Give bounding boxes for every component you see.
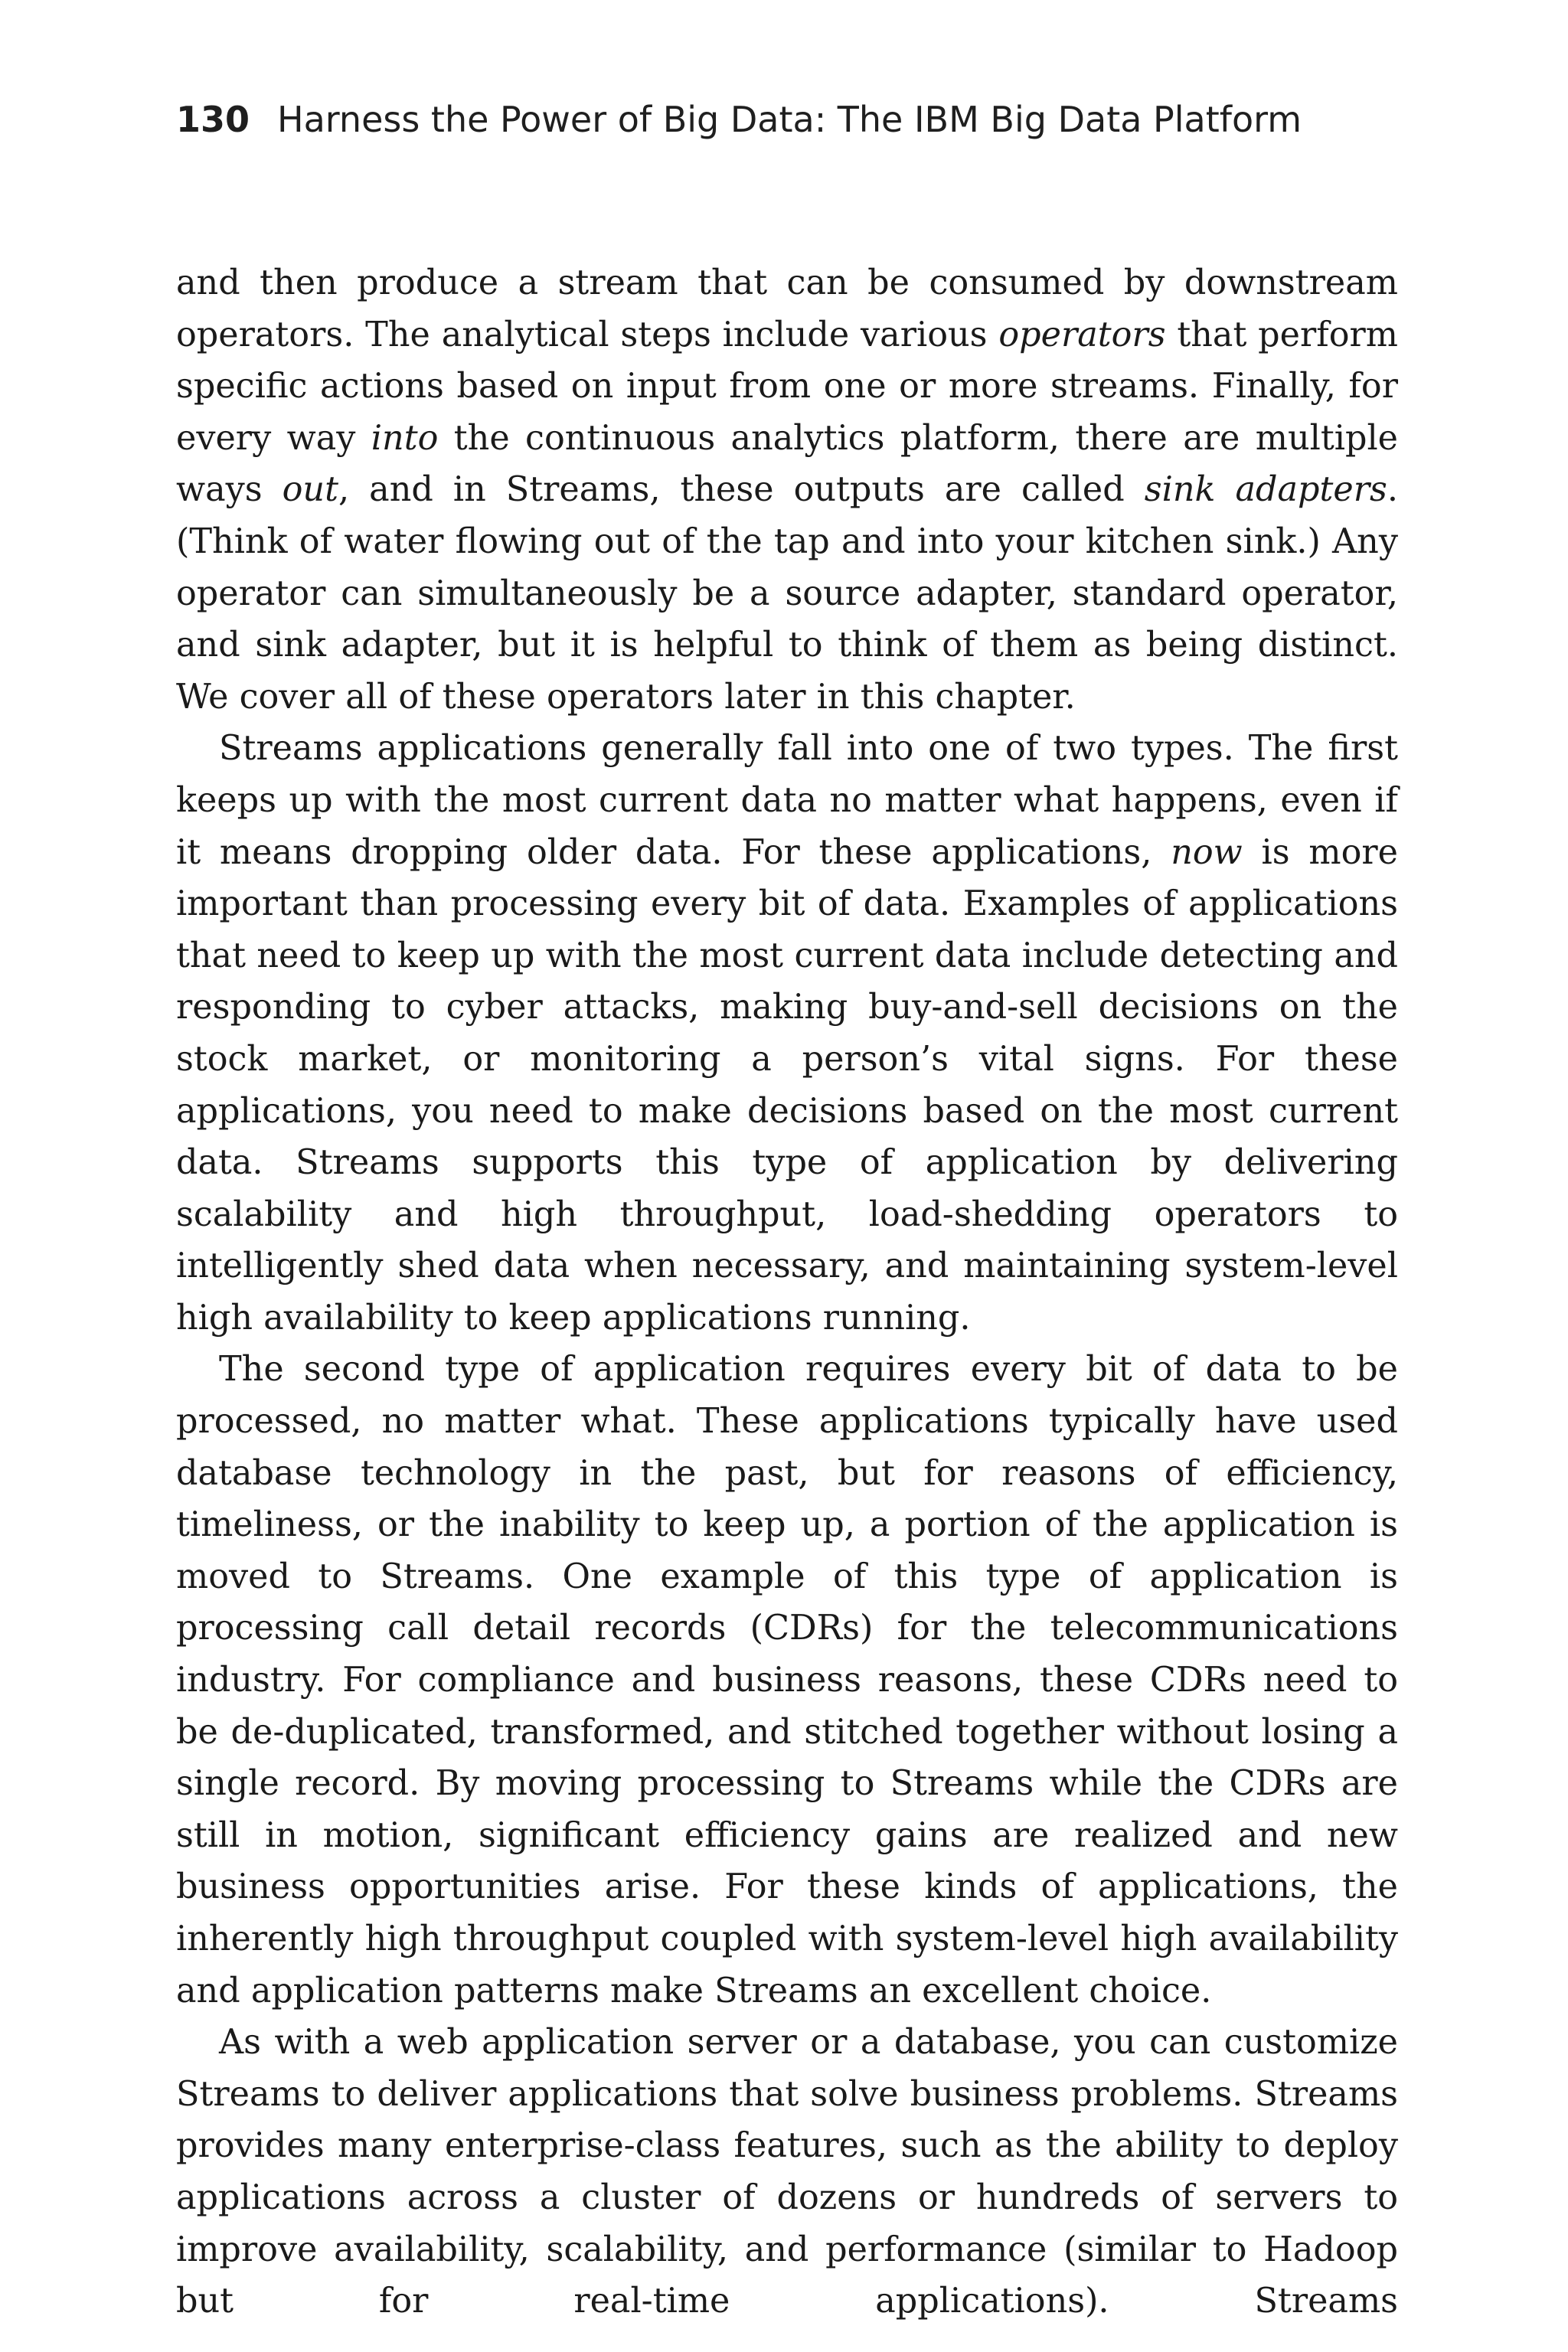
italic-term: now: [1171, 832, 1243, 872]
italic-term: sink adapters: [1144, 470, 1387, 510]
page-number: 130: [176, 99, 250, 140]
text-segment: and then produce a stream that can be consumed by downstream operators. The analytical steps include various: [176, 263, 1398, 354]
paragraph: [176, 2017, 1398, 2328]
paragraph: [176, 1344, 1398, 2017]
text-segment: the continuous analytics platform, there are multiple ways: [176, 418, 1399, 510]
italic-term: out: [282, 470, 338, 510]
running-head: [176, 98, 1401, 141]
text-segment: Streams applications generally fall into one of two types. The first keeps up with the most current data no matter what happens, even if it means dropping older data. For these applications,: [176, 729, 1398, 872]
italic-term: operators: [998, 315, 1166, 354]
paragraph: [176, 723, 1398, 1344]
text-segment: . (Think of water flowing out of the tap and into your kitchen sink.) Any operator can simultaneously be a source adapter, standard operator, and sink adapter, but it is helpful to think of them as being distinct. We cover all of these operators later in this chapter.: [176, 470, 1399, 717]
text-segment: is more important than processing every bit of data. Examples of applications that need to keep up with the most current data include detecting and responding to cyber attacks, making buy-and-sell decisions on the stock market, or monitoring a person’s vital signs. For these applications, you need to make decisions based on the most current data. Streams supports this type of application by delivering scalability and high throughput, load-shedding operators to intelligently shed data when necessary, and maintaining system-level high availability to keep applications running.: [176, 832, 1398, 1338]
body-text: [176, 257, 1398, 2328]
paragraph: [176, 257, 1398, 723]
text-segment: As with a web application server or a database, you can customize Streams to deliver applications that solve business problems. Streams provides many enterprise-class features, such as the ability to deploy applications across a cluster of dozens or hundreds of servers to improve availability, scalability, and performance (similar to Hadoop but for real-time applications). Streams: [176, 2023, 1398, 2321]
italic-term: into: [371, 418, 439, 458]
text-segment: , and in Streams, these outputs are called: [338, 470, 1145, 510]
text-segment: that perform specific actions based on input from one or more streams. Finally, for every way: [176, 315, 1398, 458]
text-segment: The second type of application requires every bit of data to be processed, no matter what. These applications typically have used database technology in the past, but for reasons of efficiency, timeliness, or the inability to keep up, a portion of the application is moved to Streams. One example of this type of application is processing call detail records (CDRs) for the telecommunications industry. For compliance and business reasons, these CDRs need to be de-duplicated, transformed, and stitched together without losing a single record. By moving processing to Streams while the CDRs are still in motion, significant efficiency gains are realized and new business opportunities arise. For these kinds of applications, the inherently high throughput coupled with system-level high availability and application patterns make Streams an excellent choice.: [176, 1350, 1398, 2011]
running-title: Harness the Power of Big Data: The IBM Big Data Platform: [277, 99, 1302, 140]
